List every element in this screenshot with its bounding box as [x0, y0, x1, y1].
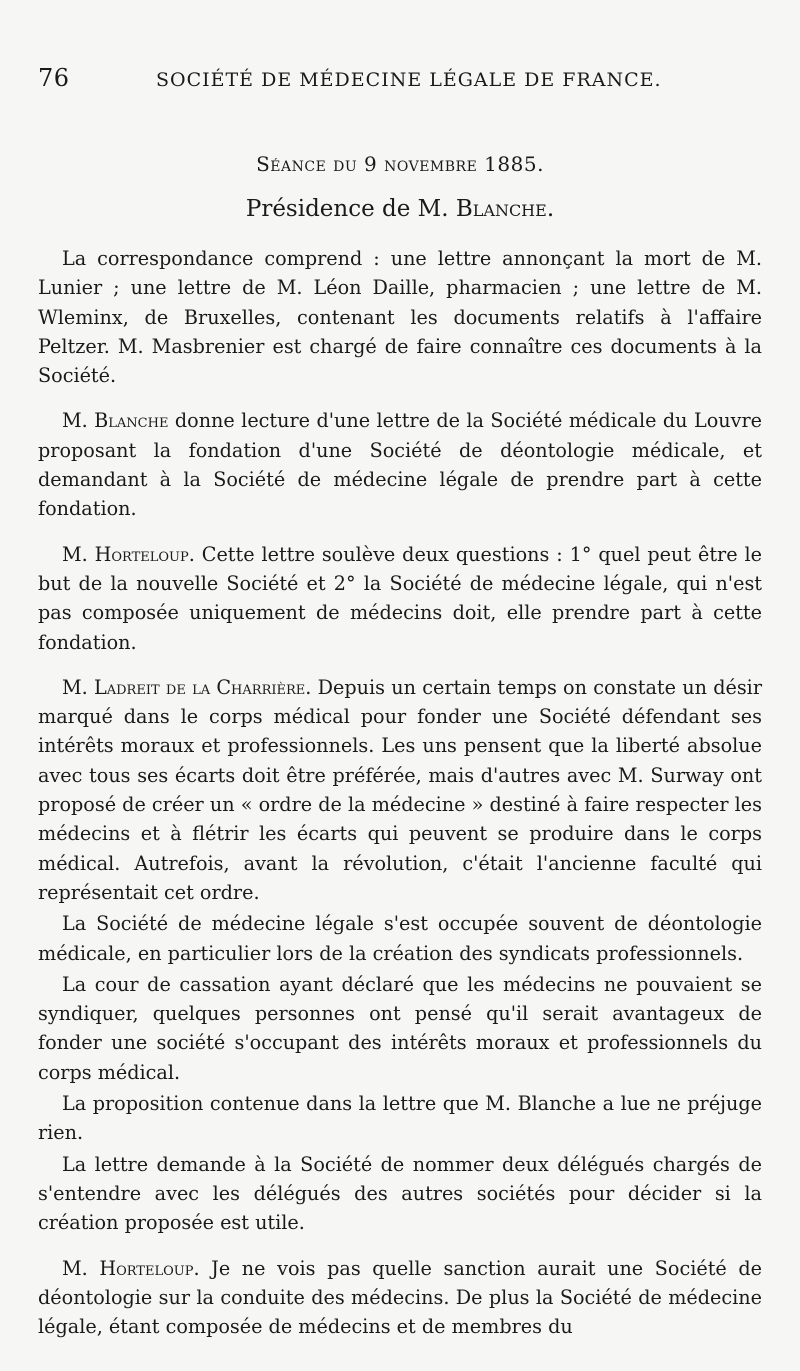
paragraph-text: Je ne vois pas quelle sanction aurait une Société de déontologie sur la conduite des médecins. De plus la Société de médecine légale, étant composée de médecins et de membres du	[38, 1256, 762, 1339]
speaker-name: M. Horteloup.	[62, 1256, 200, 1280]
paragraph	[38, 673, 762, 907]
paragraph	[38, 909, 762, 968]
paragraph	[38, 406, 762, 523]
page-header	[38, 64, 762, 92]
paragraph-text: La correspondance comprend : une lettre annonçant la mort de M. Lunier ; une lettre de M. Léon Daille, pharmacien ; une lettre de M. Wleminx, de Bruxelles, contenant les documents relatifs à l'affaire Peltzer. M. Masbrenier est chargé de faire connaître ces documents à la Société.	[38, 247, 762, 388]
presidency-prefix: Présidence de M.	[245, 196, 449, 222]
paragraph-text: La Société de médecine légale s'est occupée souvent de déontologie médicale, en particulier lors de la création des syndicats professionnels.	[38, 912, 762, 965]
page-number: 76	[38, 64, 70, 92]
paragraph	[38, 540, 762, 657]
paragraph-text: Depuis un certain temps on constate un désir marqué dans le corps médical pour fonder une Société défendant ses intérêts moraux et professionnels. Les uns pensent que la liberté absolue avec tous ses écarts doit être préférée, mais d'autres avec M. Surway ont proposé de créer un « ordre de la médecine » destiné à faire respecter les médecins et à flétrir les écarts qui peuvent se produire dans le corps médical. Autrefois, avant la révolution, c'était l'ancienne faculté qui représentait cet ordre.	[38, 675, 762, 904]
speaker-name: M. Horteloup.	[62, 542, 195, 566]
paragraph-text: La cour de cassation ayant déclaré que les médecins ne pouvaient se syndiquer, quelques personnes ont pensé qu'il serait avantageux de fonder une société s'occupant des intérêts moraux et professionnels du corps médical.	[38, 972, 762, 1084]
presidency-name: Blanche.	[455, 196, 555, 222]
running-head: SOCIÉTÉ DE MÉDECINE LÉGALE DE FRANCE.	[156, 69, 662, 91]
paragraph	[38, 244, 762, 390]
presidency-line	[38, 196, 762, 222]
session-title: Séance du 9 novembre 1885.	[256, 152, 544, 176]
paragraph	[38, 1150, 762, 1238]
paragraph-text: donne lecture d'une lettre de la Société médicale du Louvre proposant la fondation d'une Société de déontologie médicale, et demandant à la Société de médecine légale de prendre part à cette fondation.	[38, 409, 762, 521]
paragraph-text: La lettre demande à la Société de nommer deux délégués chargés de s'entendre avec les délégués des autres sociétés pour décider si la création proposée est utile.	[38, 1152, 762, 1235]
speaker-name: M. Blanche	[62, 409, 169, 433]
paragraph-text: La proposition contenue dans la lettre que M. Blanche a lue ne préjuge rien.	[38, 1092, 762, 1145]
paragraph	[38, 970, 762, 1087]
paragraph	[38, 1089, 762, 1148]
speaker-name: M. Ladreit de la Charrière.	[62, 675, 312, 699]
paragraph-text: Cette lettre soulève deux questions : 1° quel peut être le but de la nouvelle Société et 2° la Société de médecine légale, qui n'est pas composée uniquement de médecins doit, elle prendre part à cette fondation.	[38, 542, 762, 654]
paragraph	[38, 1254, 762, 1342]
